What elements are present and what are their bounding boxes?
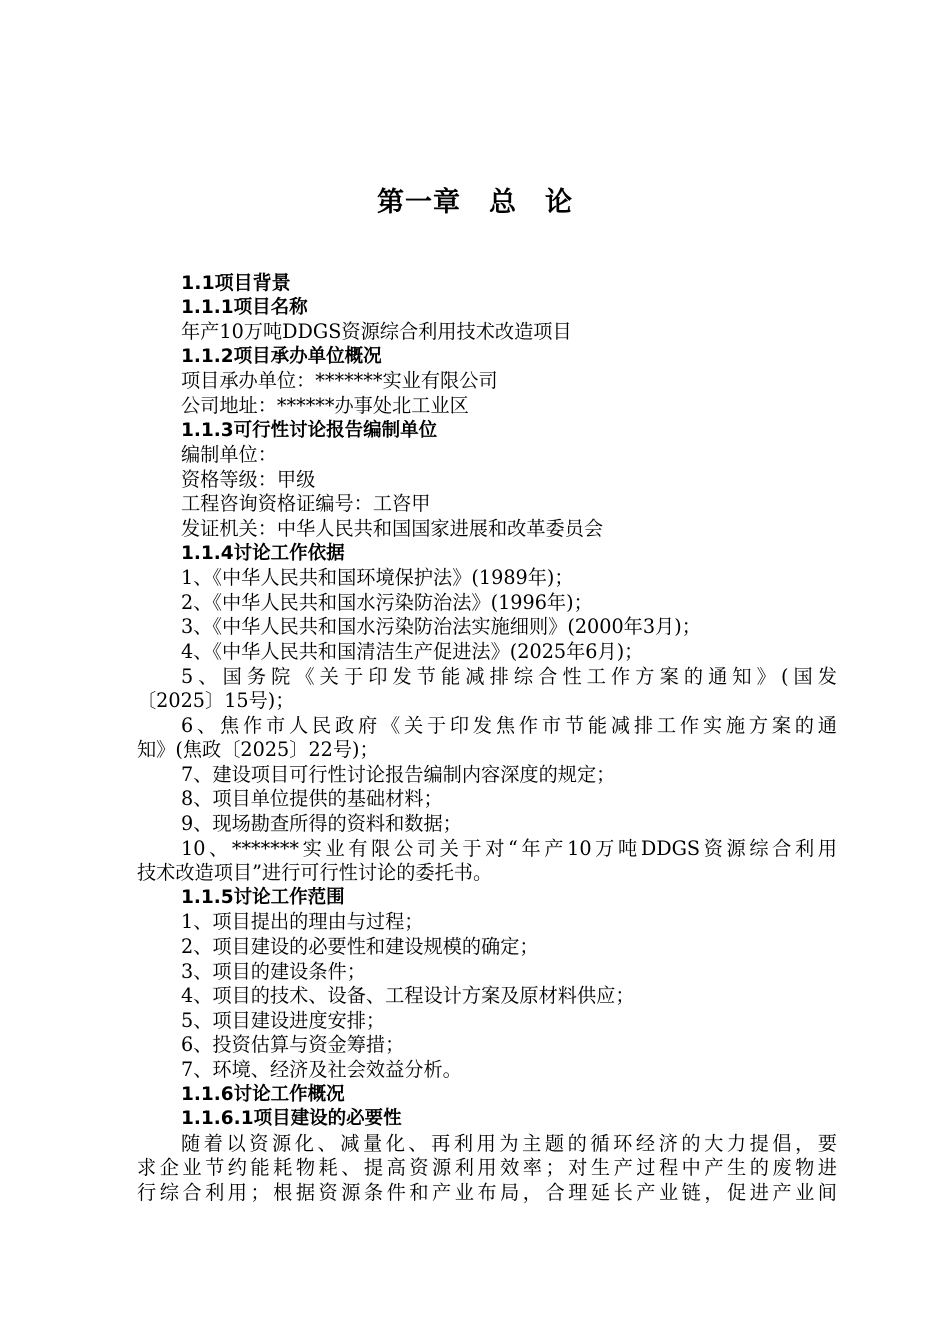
paragraph-line-3: 行综合利用；根据资源条件和产业布局，合理延长产业链，促进产业间	[137, 1180, 837, 1204]
section-heading-1-1-6-1: 1.1.6.1项目建设的必要性	[181, 1108, 402, 1130]
cert-number-text: 工程咨询资格证编号：工咨甲	[181, 492, 431, 516]
basis-item-10-line-1: 10、*******实业有限公司关于对“年产10万吨DDGS资源综合利用	[181, 836, 837, 860]
section-heading-1-1: 1.1项目背景	[181, 272, 291, 294]
basis-item-4: 4、《中华人民共和国清洁生产促进法》(2025年6月)；	[181, 639, 644, 663]
section-heading-1-1-1: 1.1.1项目名称	[181, 296, 308, 318]
project-name-text: 年产10万吨DDGS资源综合利用技术改造项目	[181, 320, 572, 344]
scope-item-6: 6、投资估算与资金筹措；	[181, 1033, 405, 1057]
scope-item-5: 5、项目建设进度安排；	[181, 1008, 386, 1032]
section-heading-1-1-5: 1.1.5讨论工作范围	[181, 886, 345, 908]
chapter-word-2: 论	[545, 187, 573, 218]
issuer-text: 发证机关：中华人民共和国国家进展和改革委员会	[181, 516, 604, 540]
basis-item-10-line-2: 技术改造项目”进行可行性讨论的委托书。	[137, 861, 493, 885]
basis-item-6-line-2: 知》(焦政〔2025〕22号)；	[137, 738, 379, 762]
paragraph-line-2: 求企业节约能耗物耗、提高资源利用效率；对生产过程中产生的废物进	[137, 1156, 837, 1180]
scope-item-1: 1、项目提出的理由与过程；	[181, 910, 424, 934]
section-heading-1-1-6: 1.1.6讨论工作概况	[181, 1083, 345, 1105]
chapter-title	[0, 180, 950, 219]
compiler-text: 编制单位：	[181, 443, 277, 467]
scope-item-7: 7、环境、经济及社会效益分析。	[181, 1058, 462, 1081]
scope-item-4: 4、项目的技术、设备、工程设计方案及原材料供应；	[181, 984, 635, 1008]
section-heading-1-1-4: 1.1.4讨论工作依据	[181, 542, 345, 564]
basis-item-8: 8、项目单位提供的基础材料；	[181, 787, 443, 811]
basis-item-1: 1、《中华人民共和国环境保护法》(1989年)；	[181, 566, 574, 590]
basis-item-9: 9、现场勘查所得的资料和数据；	[181, 812, 462, 836]
basis-item-5-line-1: 5、国务院《关于印发节能减排综合性工作方案的通知》(国发	[181, 664, 837, 688]
chapter-prefix: 第一章	[377, 187, 461, 218]
section-heading-1-1-2: 1.1.2项目承办单位概况	[181, 345, 382, 367]
basis-item-2: 2、《中华人民共和国水污染防治法》(1996年)；	[181, 590, 593, 614]
basis-item-5-line-2: 〔2025〕15号)；	[137, 689, 295, 713]
paragraph-line-1: 随着以资源化、减量化、再利用为主题的循环经济的大力提倡，要	[181, 1131, 837, 1155]
document-body	[137, 271, 837, 1206]
grade-text: 资格等级：甲级	[181, 467, 316, 491]
scope-item-3: 3、项目的建设条件；	[181, 959, 366, 983]
basis-item-3: 3、《中华人民共和国水污染防治法实施细则》(2000年3月)；	[181, 615, 701, 639]
basis-item-6-line-1: 6、焦作市人民政府《关于印发焦作市节能减排工作实施方案的通	[181, 713, 837, 737]
undertaker-text: 项目承办单位：*******实业有限公司	[181, 369, 498, 393]
chapter-word-1: 总	[489, 187, 517, 218]
address-text: 公司地址：******办事处北工业区	[181, 393, 469, 417]
scope-item-2: 2、项目建设的必要性和建设规模的确定；	[181, 935, 539, 959]
basis-item-7: 7、建设项目可行性讨论报告编制内容深度的规定；	[181, 762, 616, 786]
section-heading-1-1-3: 1.1.3可行性讨论报告编制单位	[181, 419, 438, 441]
